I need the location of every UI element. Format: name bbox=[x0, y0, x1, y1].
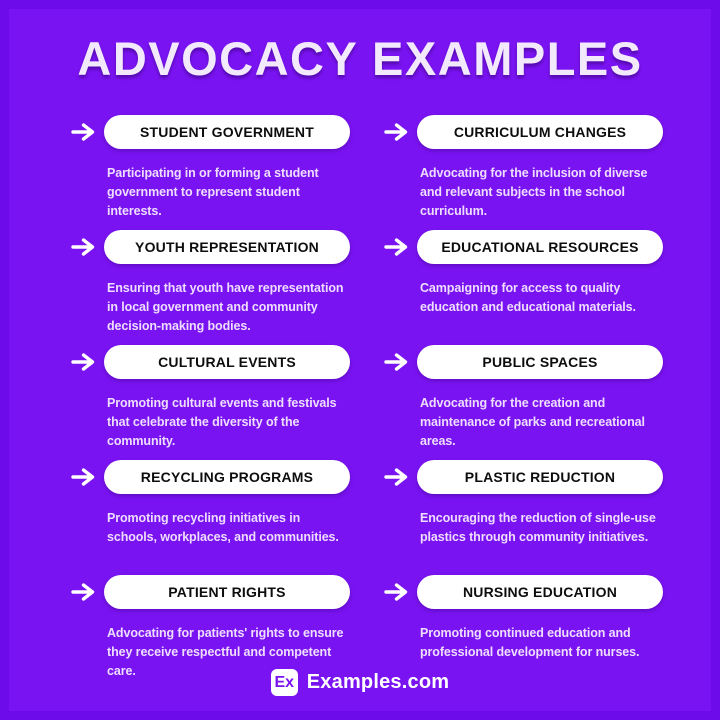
footer-brand bbox=[9, 669, 711, 696]
advocacy-item-educational-resources bbox=[384, 230, 663, 345]
advocacy-pill-nursing-education[interactable] bbox=[417, 575, 663, 609]
arrow-right-icon bbox=[71, 119, 97, 145]
arrow-right-icon bbox=[384, 234, 410, 260]
pill-label: CURRICULUM CHANGES bbox=[453, 124, 627, 140]
advocacy-item-plastic-reduction bbox=[384, 460, 663, 575]
advocacy-description: Participating in or forming a student government to represent student interests. bbox=[107, 166, 319, 218]
pill-label: CULTURAL EVENTS bbox=[158, 354, 296, 370]
advocacy-description: Campaigning for access to quality education and educational materials. bbox=[420, 281, 636, 314]
pill-label: PUBLIC SPACES bbox=[482, 354, 598, 370]
page-title: ADVOCACY EXAMPLES bbox=[77, 32, 643, 85]
pill-label: STUDENT GOVERNMENT bbox=[140, 124, 314, 140]
advocacy-pill-public-spaces[interactable] bbox=[417, 345, 663, 379]
advocacy-pill-cultural-events[interactable] bbox=[104, 345, 350, 379]
advocacy-grid bbox=[71, 115, 655, 690]
pill-label: YOUTH REPRESENTATION bbox=[135, 239, 319, 255]
advocacy-pill-educational-resources[interactable] bbox=[417, 230, 663, 264]
pill-label: EDUCATIONAL RESOURCES bbox=[441, 239, 639, 255]
advocacy-description: Encouraging the reduction of single-use plastics through community initiatives. bbox=[420, 511, 656, 544]
advocacy-description: Advocating for the inclusion of diverse and relevant subjects in the school curriculum. bbox=[420, 166, 648, 218]
advocacy-description: Ensuring that youth have representation in local government and community decision-making bodies. bbox=[107, 281, 344, 333]
arrow-right-icon bbox=[384, 464, 410, 490]
advocacy-item-curriculum-changes bbox=[384, 115, 663, 230]
pill-label: PLASTIC REDUCTION bbox=[464, 469, 616, 485]
arrow-right-icon bbox=[384, 119, 410, 145]
advocacy-pill-plastic-reduction[interactable] bbox=[417, 460, 663, 494]
advocacy-pill-recycling-programs[interactable] bbox=[104, 460, 350, 494]
pill-label: PATIENT RIGHTS bbox=[168, 584, 286, 600]
advocacy-pill-patient-rights[interactable] bbox=[104, 575, 350, 609]
advocacy-item-recycling-programs bbox=[71, 460, 350, 575]
advocacy-item-public-spaces bbox=[384, 345, 663, 460]
advocacy-description: Advocating for patients' rights to ensure they receive respectful and competent care. bbox=[107, 626, 344, 678]
advocacy-pill-curriculum-changes[interactable] bbox=[417, 115, 663, 149]
advocacy-item-youth-representation bbox=[71, 230, 350, 345]
arrow-right-icon bbox=[71, 464, 97, 490]
advocacy-item-cultural-events bbox=[71, 345, 350, 460]
advocacy-description: Advocating for the creation and maintenance of parks and recreational areas. bbox=[420, 396, 645, 448]
footer-brand-text: Examples.com bbox=[306, 671, 450, 693]
arrow-right-icon bbox=[71, 234, 97, 260]
arrow-right-icon bbox=[71, 349, 97, 375]
advocacy-pill-student-government[interactable] bbox=[104, 115, 350, 149]
arrow-right-icon bbox=[384, 579, 410, 605]
advocacy-description: Promoting recycling initiatives in schools, workplaces, and communities. bbox=[107, 511, 339, 544]
advocacy-pill-youth-representation[interactable] bbox=[104, 230, 350, 264]
pill-label: NURSING EDUCATION bbox=[462, 584, 618, 600]
advocacy-description: Promoting continued education and professional development for nurses. bbox=[420, 626, 640, 659]
advocacy-description: Promoting cultural events and festivals that celebrate the diversity of the community. bbox=[107, 396, 337, 448]
pill-label: RECYCLING PROGRAMS bbox=[140, 469, 314, 485]
examples-logo-icon: Ex bbox=[271, 669, 298, 696]
arrow-right-icon bbox=[71, 579, 97, 605]
arrow-right-icon bbox=[384, 349, 410, 375]
advocacy-item-student-government bbox=[71, 115, 350, 230]
